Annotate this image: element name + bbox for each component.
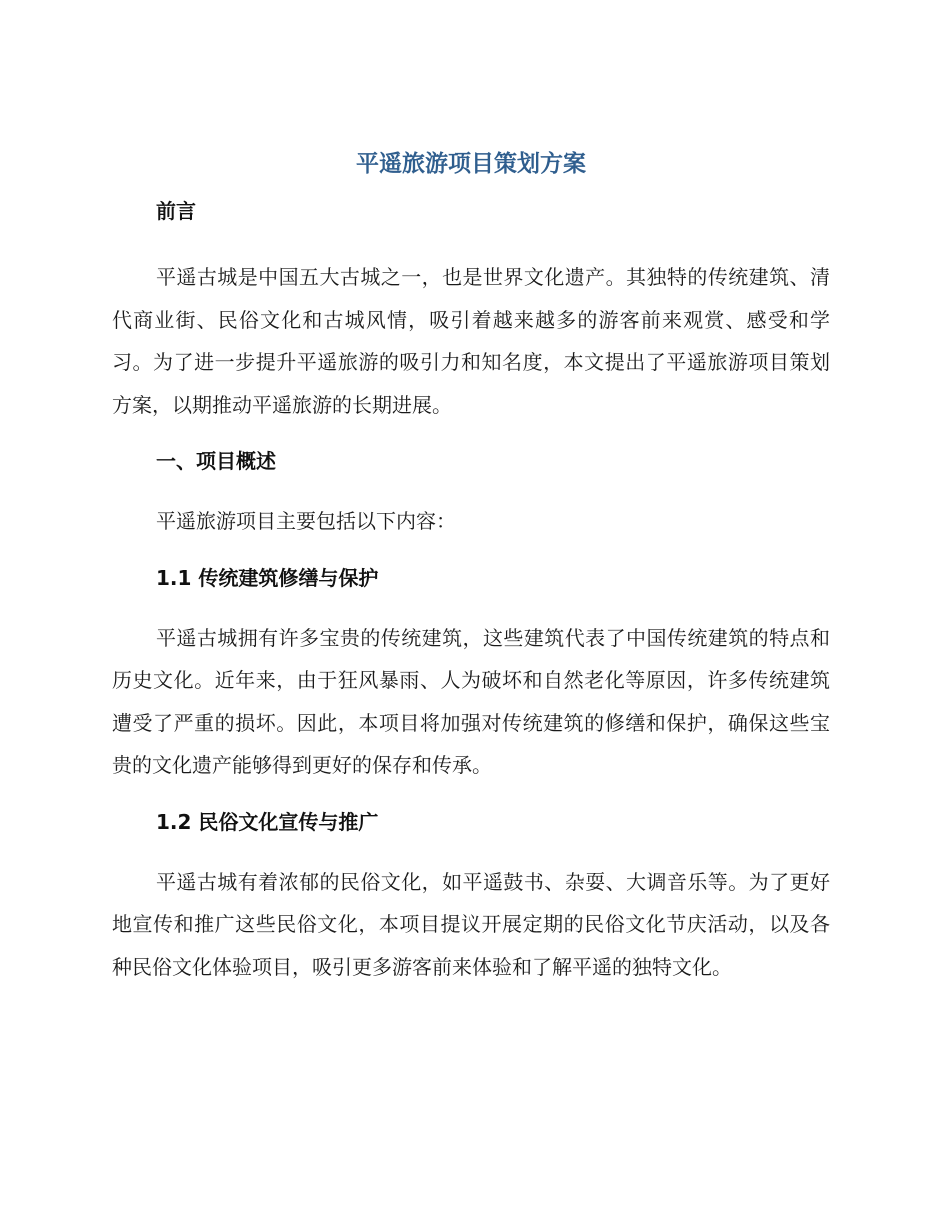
paragraph-overview: 平遥旅游项目主要包括以下内容： — [156, 509, 456, 533]
section-heading-preface: 前言 — [156, 199, 196, 223]
paragraph-preface: 平遥古城是中国五大古城之一，也是世界文化遗产。其独特的传统建筑、清代商业街、民俗文化和古城风情，吸引着越来越多的游客前来观赏、感受和学习。为了进一步提升平遥旅游的吸引力和知名度，本文提出了平遥旅游项目策划方案，以期推动平遥旅游的长期进展。 — [112, 265, 830, 417]
section-heading-1-2: 1.2 民俗文化宣传与推广 — [156, 809, 379, 834]
section-heading-overview: 一、项目概述 — [156, 449, 276, 473]
document-title: 平遥旅游项目策划方案 — [356, 151, 586, 177]
section-heading-1-1: 1.1 传统建筑修缮与保护 — [156, 565, 379, 590]
paragraph-1-2: 平遥古城有着浓郁的民俗文化，如平遥鼓书、杂耍、大调音乐等。为了更好地宣传和推广这些民俗文化，本项目提议开展定期的民俗文化节庆活动，以及各种民俗文化体验项目，吸引更多游客前来体验和了解平遥的独特文化。 — [112, 869, 830, 979]
paragraph-1-1: 平遥古城拥有许多宝贵的传统建筑，这些建筑代表了中国传统建筑的特点和历史文化。近年来，由于狂风暴雨、人为破坏和自然老化等原因，许多传统建筑遭受了严重的损坏。因此，本项目将加强对传统建筑的修缮和保护，确保这些宝贵的文化遗产能够得到更好的保存和传承。 — [112, 625, 830, 777]
